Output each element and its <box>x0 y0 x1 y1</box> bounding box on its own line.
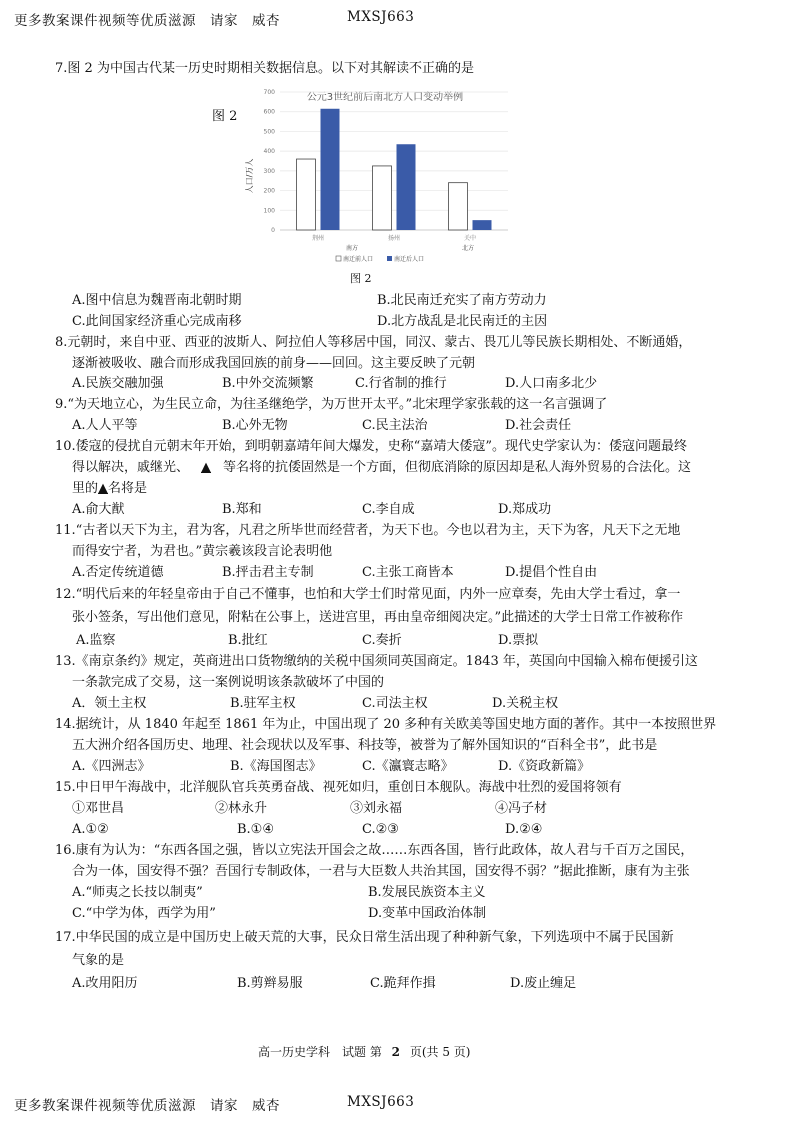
q15-option-c: C.②③ <box>362 822 399 837</box>
bar-after <box>321 109 340 230</box>
q11-option-a: A.否定传统道德 <box>72 565 164 580</box>
q15-stem: 15.中日甲午海战中，北洋舰队官兵英勇奋战、视死如归，重创日本舰队。海战中壮烈的爱国将领有 <box>55 780 622 795</box>
q12-option-d: D.票拟 <box>498 633 539 648</box>
q10-line-2b: 等名将的抗倭固然是一个方面，但彻底消除的原因却是私人海外贸易的合法化。这 <box>223 460 692 475</box>
header-ad-text: 更多教案课件视频等优质滋源 请家 威杏 <box>14 13 280 29</box>
q13-line-2: 一条款完成了交易，这一案例说明该条款破坏了中国的 <box>72 675 385 690</box>
q7-stem: 7.图 2 为中国古代某一历史时期相关数据信息。以下对其解读不正确的是 <box>55 61 474 76</box>
footer-total: 页(共 5 页) <box>409 1045 471 1059</box>
q14-option-b: B.《海国图志》 <box>230 759 322 774</box>
page-footer <box>258 1043 470 1060</box>
q17-line-2: 气象的是 <box>72 953 125 968</box>
q13-option-a: A．领土主权 <box>72 696 147 711</box>
bar-after <box>473 220 492 230</box>
q13-option-b: B.驻军主权 <box>230 696 296 711</box>
chart-legend <box>336 255 424 263</box>
q9-option-b: B.心外无物 <box>222 418 288 433</box>
q10-option-b: B.郑和 <box>222 502 262 517</box>
q7-fig-caption: 图 2 <box>350 272 372 285</box>
x-tick-label: 荆州 <box>311 235 325 242</box>
chart-title: 公元3世纪前后南北方人口变动举例 <box>306 92 464 103</box>
y-tick-label: 200 <box>263 187 275 195</box>
q9-option-a: A.人人平等 <box>72 418 138 433</box>
q10-option-d: D.郑成功 <box>498 502 552 517</box>
q14-line-1: 14.据统计，从 1840 年起至 1861 年为止，中国出现了 20 多种有关欧美等国史地方面的著作。其中一本按照世界 <box>55 717 717 732</box>
q12-option-b: B.批红 <box>228 633 268 648</box>
q8-line-1: 8.元朝时，来自中亚、西亚的波斯人、阿拉伯人等移居中国，同汉、蒙古、畏兀儿等民族长期相处、不断通婚， <box>55 335 692 350</box>
q16-option-d: D.变革中国政治体制 <box>368 906 487 921</box>
y-tick-label: 300 <box>263 167 275 175</box>
q10-line-1: 10.倭寇的侵扰自元朝末年开始，到明朝嘉靖年间大爆发，史称“嘉靖大倭寇”。现代史学家认为：倭寇问题最终 <box>55 439 687 454</box>
q17-option-c: C.跪拜作揖 <box>370 976 436 991</box>
q12-line-1: 12.“明代后来的年轻皇帝由于自己不懂事，也怕和大学士们时常见面，内外一应章奏，先由大学士看过，拿一 <box>55 587 681 602</box>
q14-line-2: 五大洲介绍各国历史、地理、社会现状以及军事、科技等，被誉为了解外国知识的“百科全书”，此书是 <box>72 738 658 753</box>
q17-line-1: 17.中华民国的成立是中国历史上破天荒的大事，民众日常生活出现了种种新气象，下列选项中不属于民国新 <box>55 930 674 945</box>
q13-option-c: C.司法主权 <box>362 696 428 711</box>
bar-after <box>397 144 416 230</box>
bar-before <box>373 166 392 230</box>
q10-option-a: A.俞大猷 <box>72 502 125 517</box>
q10-line-3 <box>72 478 147 499</box>
q10-mark: ▲ <box>98 481 109 496</box>
group-label-south: 南方 <box>345 245 359 252</box>
q12-option-a: A.监察 <box>76 633 116 648</box>
q7-option-b: B.北民南迁充实了南方劳动力 <box>377 293 547 308</box>
q10-blank-mark: ▲ <box>201 460 212 475</box>
q15-item-3: ③刘永福 <box>350 801 403 816</box>
y-tick-label: 0 <box>271 227 275 234</box>
q9-stem: 9.“为天地立心，为生民立命，为往圣继绝学，为万世开太平。”北宋理学家张载的这一名言强调了 <box>55 397 608 412</box>
q8-option-b: B.中外交流频繁 <box>222 376 314 391</box>
footer-ad-text: 更多教案课件视频等优质滋源 请家 威杏 <box>14 1098 280 1114</box>
q16-option-c: C.“中学为体，西学为用” <box>72 906 216 921</box>
q16-line-1: 16.康有为认为：“东西各国之强，皆以立宪法开国会之故……东西各国，皆行此政体，故人君与千百万之国民， <box>55 843 694 858</box>
q14-option-a: A.《四洲志》 <box>72 759 151 774</box>
q15-option-d: D.②④ <box>505 822 543 837</box>
q15-item-1: ①邓世昌 <box>72 801 125 816</box>
legend-label-after: 南迁后人口 <box>394 256 425 263</box>
q8-line-2: 逐渐被吸收、融合而形成我国回族的前身——回回。这主要反映了元朝 <box>72 356 476 371</box>
bar-before <box>297 159 316 230</box>
q11-line-1: 11.“古者以天下为主，君为客，凡君之所毕世而经营者，为天下也。今也以君为主，天下为客，凡天下之无地 <box>55 523 681 538</box>
q11-option-d: D.提倡个性自由 <box>505 565 598 580</box>
q15-item-4: ④冯子材 <box>495 801 548 816</box>
q10-blank <box>189 460 223 475</box>
q7-option-c: C.此间国家经济重心完成南移 <box>72 314 242 329</box>
q8-option-d: D.人口南多北少 <box>505 376 598 391</box>
chart-ylabel: 人口/万人 <box>245 158 254 194</box>
q7-fig-label: 图 2 <box>212 109 238 124</box>
footer-page-number: 2 <box>391 1045 401 1059</box>
x-tick-label: 关中 <box>463 235 477 242</box>
q10-line-3a: 里的 <box>72 481 99 496</box>
q11-option-c: C.主张工商皆本 <box>362 565 454 580</box>
q17-option-a: A.改用阳历 <box>72 976 138 991</box>
population-chart <box>240 84 510 270</box>
q16-option-b: B.发展民族资本主义 <box>368 885 486 900</box>
q11-line-2: 而得安宁者，为君也。”黄宗羲该段言论表明他 <box>72 544 333 559</box>
legend-swatch-after <box>387 256 392 261</box>
y-tick-label: 100 <box>263 207 275 215</box>
q14-option-c: C.《瀛寰志略》 <box>362 759 454 774</box>
q12-option-c: C.奏折 <box>362 633 402 648</box>
q10-option-c: C.李自成 <box>362 502 415 517</box>
group-label-north: 北方 <box>461 245 475 252</box>
q13-line-1: 13.《南京条约》规定，英商进出口货物缴纳的关税中国须同英国商定。1843 年，英国向中国输入棉布便援引这 <box>55 654 698 669</box>
q12-line-2: 张小签条，写出他们意见，附粘在公事上，送进宫里，再由皇帝细阅决定。”此描述的大学士日常工作被称作 <box>72 610 684 625</box>
q8-option-c: C.行省制的推行 <box>355 376 447 391</box>
y-tick-label: 400 <box>263 148 275 156</box>
footer-text: 高一历史学科 试题 第 <box>258 1045 382 1059</box>
footer-ad-code: MXSJ663 <box>347 1094 415 1110</box>
x-tick-label: 扬州 <box>387 235 401 242</box>
q9-option-d: D.社会责任 <box>505 418 572 433</box>
q17-option-b: B.剪辫易服 <box>237 976 303 991</box>
q11-option-b: B.抨击君主专制 <box>222 565 314 580</box>
q16-line-2: 合为一体，国安得不强？吾国行专制政体，一君与大臣数人共治其国，国安得不弱？”据此推断，康有为主张 <box>72 864 690 879</box>
q15-item-2: ②林永升 <box>215 801 268 816</box>
q14-option-d: D.《资政新篇》 <box>498 759 591 774</box>
q7-option-a: A.图中信息为魏晋南北朝时期 <box>72 293 242 308</box>
q15-option-a: A.①② <box>72 822 109 837</box>
q9-option-c: C.民主法治 <box>362 418 428 433</box>
q17-option-d: D.废止缠足 <box>510 976 577 991</box>
header-ad-code: MXSJ663 <box>347 9 415 25</box>
q7-option-d: D.北方战乱是北民南迁的主因 <box>377 314 548 329</box>
q10-line-2a: 得以解决，戚继光、 <box>72 460 190 475</box>
q10-line-2 <box>72 457 691 478</box>
legend-label-before: 南迁前人口 <box>343 256 374 263</box>
q15-option-b: B.①④ <box>237 822 274 837</box>
legend-swatch-before <box>336 256 341 261</box>
y-tick-label: 600 <box>263 108 275 116</box>
q10-line-3b: 名将是 <box>108 481 148 496</box>
q13-option-d: D.关税主权 <box>492 696 559 711</box>
q8-option-a: A.民族交融加强 <box>72 376 164 391</box>
y-tick-label: 500 <box>263 128 275 136</box>
q16-option-a: A.“师夷之长技以制夷” <box>72 885 203 900</box>
y-tick-label: 700 <box>263 89 275 96</box>
bar-before <box>449 183 468 230</box>
